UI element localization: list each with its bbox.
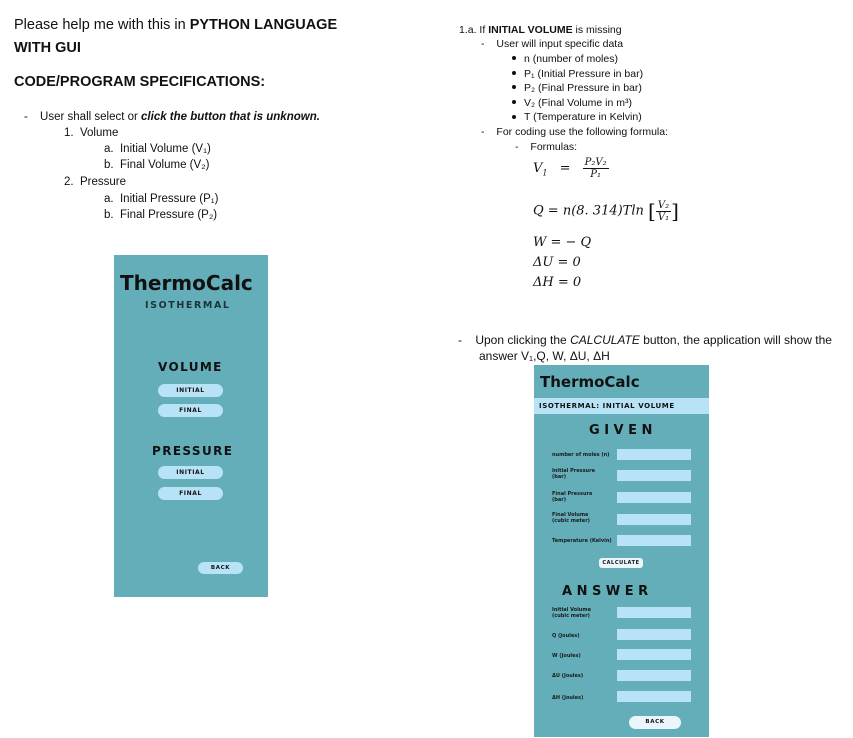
formulas-label-text: Formulas: (530, 141, 578, 153)
dash: - (24, 111, 28, 123)
calc-back-button[interactable]: BACK (629, 716, 681, 729)
select-text: User shall select or (40, 111, 142, 123)
request-title-line2: WITH GUI (14, 40, 81, 56)
volume-initial-button[interactable]: INITIAL (158, 384, 223, 397)
bullet-icon (512, 115, 516, 119)
v1-label (552, 607, 591, 619)
q-numerator: V₂ (657, 199, 670, 211)
bullet-item (512, 96, 643, 111)
bullet-text: n (number of moles) (524, 53, 618, 65)
bullet-icon (512, 85, 516, 89)
title-text: Please help me with this in (14, 17, 190, 33)
item-final-volume (104, 158, 209, 173)
formula-h: ΔH = 0 (533, 275, 582, 290)
item-label: Pressure (79, 176, 127, 188)
back-button[interactable]: BACK (198, 562, 243, 574)
calc-prefix: Upon clicking the (475, 333, 571, 347)
v1-denominator: P₁ (590, 169, 602, 180)
bullet-icon (512, 56, 516, 60)
moles-label: number of moles (n) (552, 452, 610, 458)
bracket-open: [ (648, 199, 656, 223)
bullet-item (512, 81, 643, 96)
item-final-pressure (104, 208, 217, 223)
answer-heading: A N S W E R (562, 584, 649, 599)
bullet-icon (512, 71, 516, 75)
calculator-mockup (534, 365, 709, 737)
v1-label-line1: Initial Volume (552, 607, 591, 613)
formulas-label (515, 140, 577, 155)
p2-label (552, 491, 592, 503)
item-sub: b. (104, 159, 114, 171)
bullet-text: V₂ (Final Volume in m³) (524, 96, 632, 109)
brand-subtitle: ISOTHERMAL (145, 300, 231, 311)
temp-input[interactable] (617, 535, 691, 546)
pressure-initial-button[interactable]: INITIAL (158, 466, 223, 479)
q-fraction (656, 200, 671, 223)
formula-q (533, 199, 679, 223)
q-denominator: V₁ (657, 211, 670, 223)
temp-label: Temperature (Kelvin) (552, 538, 612, 544)
q-label: Q (Joules) (552, 633, 580, 639)
dh-label: ΔH (Joules) (552, 695, 584, 701)
item-num: 2. (64, 176, 74, 188)
p2-input[interactable] (617, 492, 691, 503)
w-output (617, 649, 691, 660)
dash: - (481, 126, 485, 138)
v1-output (617, 607, 691, 618)
menu-mockup (114, 255, 268, 597)
bullet-text: P₂ (Final Pressure in bar) (524, 82, 642, 95)
moles-input[interactable] (617, 449, 691, 460)
v1-sub: 1 (542, 168, 548, 178)
item-label: Volume (79, 127, 119, 139)
brand-title: ThermoCalc (120, 271, 253, 295)
input-line-text: User will input specific data (496, 38, 624, 50)
select-instruction (24, 110, 320, 125)
calc-brand-title: ThermoCalc (540, 373, 640, 391)
dh-output (617, 691, 691, 702)
volume-heading: VOLUME (158, 360, 223, 374)
q-expression: Q = n(8. 314)Tln (533, 203, 644, 219)
item-volume (64, 126, 118, 141)
item-sub: a. (104, 143, 114, 155)
v1-symbol: V (533, 161, 543, 176)
item-label: Initial Volume (V₁) (119, 143, 211, 155)
coding-line (481, 125, 668, 140)
case-suffix: is missing (572, 24, 622, 36)
calculate-button[interactable]: CALCULATE (599, 558, 643, 568)
v2-input[interactable] (617, 514, 691, 525)
p1-label (552, 468, 595, 480)
du-label: ΔU (Joules) (552, 673, 584, 679)
p2-label-line1: Final Pressure (552, 491, 593, 497)
case-heading (459, 23, 622, 38)
case-bold: INITIAL VOLUME (488, 24, 573, 36)
w-label: W (Joules) (552, 653, 581, 659)
q-output (617, 629, 691, 640)
du-output (617, 670, 691, 681)
calc-description (458, 332, 832, 348)
bullet-text: P₁ (Initial Pressure in bar) (524, 67, 644, 80)
v1-label-line2: (cubic meter) (552, 613, 590, 619)
item-label: Final Volume (V₂) (119, 159, 210, 171)
bullet-text: T (Temperature in Kelvin) (524, 111, 642, 124)
p1-label-line1: Initial Pressure (552, 468, 595, 474)
select-bold: click the button that is unknown. (141, 111, 320, 123)
calc-answer-line: answer V₁,Q, W, ΔU, ΔH (479, 349, 610, 363)
item-initial-volume (104, 142, 211, 157)
v2-label-line1: Final Volume (552, 512, 589, 518)
mode-band-text: ISOTHERMAL: INITIAL VOLUME (539, 402, 675, 410)
pressure-heading: PRESSURE (152, 444, 234, 458)
case-prefix: 1.a. If (459, 24, 489, 36)
calc-italic: CALCULATE (570, 333, 640, 347)
item-num: 1. (64, 127, 74, 139)
item-sub: b. (104, 209, 114, 221)
given-heading: G I V E N (589, 423, 653, 438)
coding-line-text: For coding use the following formula: (496, 126, 669, 138)
bullet-icon (512, 100, 516, 104)
dash: - (515, 141, 519, 153)
dash: - (481, 38, 485, 50)
item-label: Initial Pressure (P₁) (119, 193, 219, 205)
dash: - (458, 333, 462, 347)
equals: = (559, 161, 571, 176)
formula-u: ΔU = 0 (533, 255, 581, 270)
p1-label-line2: (bar) (552, 474, 566, 480)
bracket-close: ] (671, 199, 679, 223)
v2-label (552, 512, 590, 524)
mode-band (534, 398, 709, 414)
v1-numerator: P₂V₂ (584, 157, 607, 168)
title-bold: PYTHON LANGUAGE (189, 17, 338, 33)
request-title (14, 15, 337, 35)
p1-input[interactable] (617, 470, 691, 481)
item-pressure (64, 175, 126, 190)
bullet-item (512, 67, 643, 82)
bullet-item (512, 110, 643, 125)
item-initial-pressure (104, 192, 218, 207)
formula-w: W = − Q (533, 235, 592, 250)
v2-label-line2: (cubic meter) (552, 518, 590, 524)
bullet-item (512, 52, 643, 67)
p2-label-line2: (bar) (552, 497, 566, 503)
item-label: Final Pressure (P₂) (119, 209, 218, 221)
bullet-list (512, 52, 643, 125)
v1-fraction (583, 157, 609, 180)
volume-final-button[interactable]: FINAL (158, 404, 223, 417)
specs-heading: CODE/PROGRAM SPECIFICATIONS: (14, 74, 266, 90)
calc-suffix: button, the application will show the (639, 333, 832, 347)
input-line (481, 37, 623, 52)
formula-v1 (533, 157, 609, 180)
pressure-final-button[interactable]: FINAL (158, 487, 223, 500)
item-sub: a. (104, 193, 114, 205)
